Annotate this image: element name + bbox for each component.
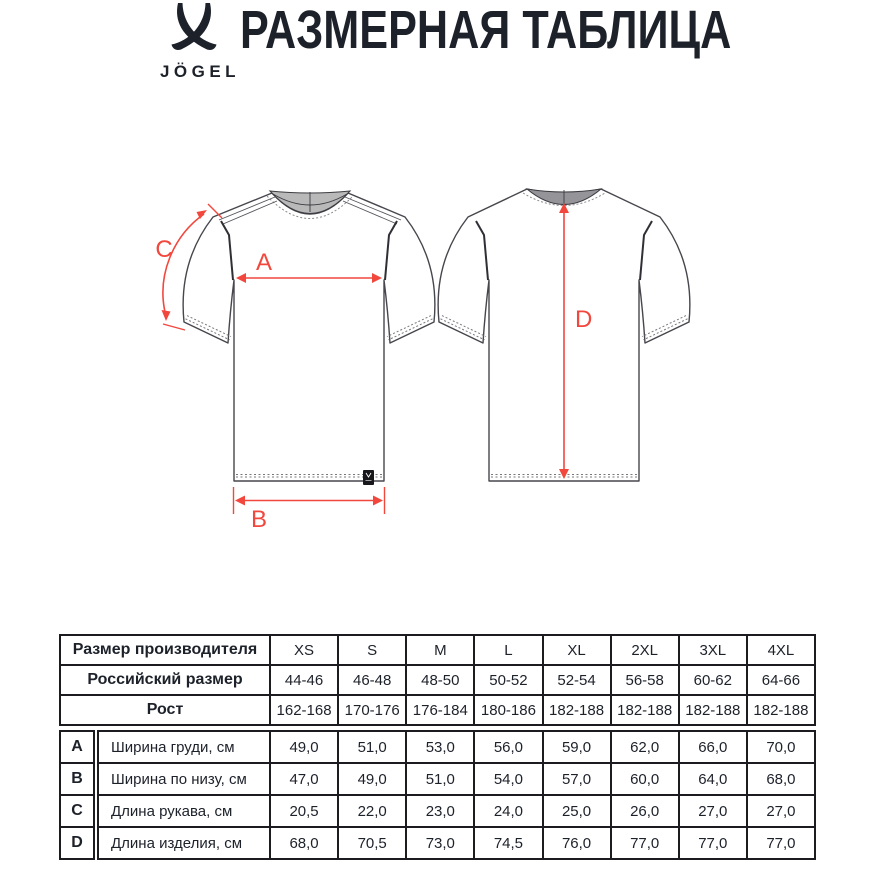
size-value-cell: 47,0 — [270, 763, 338, 795]
size-value-cell: 60-62 — [679, 665, 747, 695]
size-value-cell: 51,0 — [406, 763, 474, 795]
measurement-row — [60, 827, 815, 859]
size-value-cell: 27,0 — [679, 795, 747, 827]
size-value-cell: 22,0 — [338, 795, 406, 827]
page-title: РАЗМЕРНАЯ ТАБЛИЦА — [240, 0, 732, 60]
size-value-cell: 73,0 — [406, 827, 474, 859]
size-value-cell: 60,0 — [611, 763, 679, 795]
size-value-cell: XS — [270, 635, 338, 665]
measurement-row — [60, 795, 815, 827]
size-value-cell: 64,0 — [679, 763, 747, 795]
size-value-cell: 57,0 — [543, 763, 611, 795]
row-label-cell: Рост — [60, 695, 270, 725]
size-value-cell: 53,0 — [406, 731, 474, 763]
size-value-cell: L — [474, 635, 542, 665]
measure-name-cell: Длина изделия, см — [98, 827, 270, 859]
size-value-cell: 70,5 — [338, 827, 406, 859]
brand-wordmark: JÖGEL — [159, 62, 241, 81]
size-value-cell: 54,0 — [474, 763, 542, 795]
size-value-cell: 64-66 — [747, 665, 815, 695]
size-value-cell: 182-188 — [611, 695, 679, 725]
measure-letter-cell: C — [60, 795, 94, 827]
size-table — [59, 634, 816, 860]
size-value-cell: 68,0 — [747, 763, 815, 795]
size-value-cell: 20,5 — [270, 795, 338, 827]
size-value-cell: 77,0 — [679, 827, 747, 859]
row-label-cell: Российский размер — [60, 665, 270, 695]
size-value-cell: 26,0 — [611, 795, 679, 827]
measure-letter-cell: D — [60, 827, 94, 859]
measure-d-label: D — [575, 306, 593, 333]
size-value-cell: 48-50 — [406, 665, 474, 695]
size-value-cell: 2XL — [611, 635, 679, 665]
size-value-cell: 46-48 — [338, 665, 406, 695]
size-value-cell: 77,0 — [611, 827, 679, 859]
size-header-row — [60, 695, 815, 725]
measure-letter-cell: A — [60, 731, 94, 763]
size-value-cell: 49,0 — [270, 731, 338, 763]
size-value-cell: 23,0 — [406, 795, 474, 827]
size-value-cell: 74,5 — [474, 827, 542, 859]
measure-name-cell: Длина рукава, см — [98, 795, 270, 827]
size-table-measurements-section — [59, 730, 816, 860]
size-value-cell: 44-46 — [270, 665, 338, 695]
measurement-row — [60, 731, 815, 763]
size-value-cell: 49,0 — [338, 763, 406, 795]
size-value-cell: 50-52 — [474, 665, 542, 695]
size-value-cell: M — [406, 635, 474, 665]
measure-letter-cell: B — [60, 763, 94, 795]
size-header-row — [60, 635, 815, 665]
size-value-cell: S — [338, 635, 406, 665]
size-value-cell: 162-168 — [270, 695, 338, 725]
size-value-cell: 3XL — [679, 635, 747, 665]
size-header-row — [60, 665, 815, 695]
size-value-cell: 68,0 — [270, 827, 338, 859]
brand-tag — [363, 470, 374, 485]
measurement-row — [60, 763, 815, 795]
size-value-cell: 182-188 — [543, 695, 611, 725]
size-value-cell: 76,0 — [543, 827, 611, 859]
size-value-cell: 25,0 — [543, 795, 611, 827]
size-value-cell: 176-184 — [406, 695, 474, 725]
size-value-cell: 180-186 — [474, 695, 542, 725]
size-value-cell: 59,0 — [543, 731, 611, 763]
size-value-cell: XL — [543, 635, 611, 665]
row-label-cell: Размер производителя — [60, 635, 270, 665]
measure-b-label: B — [250, 506, 268, 533]
measure-a-label: A — [255, 249, 273, 276]
size-value-cell: 51,0 — [338, 731, 406, 763]
measure-name-cell: Ширина по низу, см — [98, 763, 270, 795]
size-value-cell: 66,0 — [679, 731, 747, 763]
size-value-cell: 52-54 — [543, 665, 611, 695]
size-value-cell: 182-188 — [679, 695, 747, 725]
size-value-cell: 170-176 — [338, 695, 406, 725]
size-value-cell: 56,0 — [474, 731, 542, 763]
size-table-header-section — [59, 634, 816, 726]
size-value-cell: 56-58 — [611, 665, 679, 695]
front-shirt-outline — [183, 193, 435, 481]
measure-name-cell: Ширина груди, см — [98, 731, 270, 763]
size-value-cell: 77,0 — [747, 827, 815, 859]
measure-c-label: C — [155, 236, 173, 263]
size-value-cell: 70,0 — [747, 731, 815, 763]
size-value-cell: 4XL — [747, 635, 815, 665]
size-value-cell: 24,0 — [474, 795, 542, 827]
size-value-cell: 182-188 — [747, 695, 815, 725]
size-value-cell: 27,0 — [747, 795, 815, 827]
size-value-cell: 62,0 — [611, 731, 679, 763]
